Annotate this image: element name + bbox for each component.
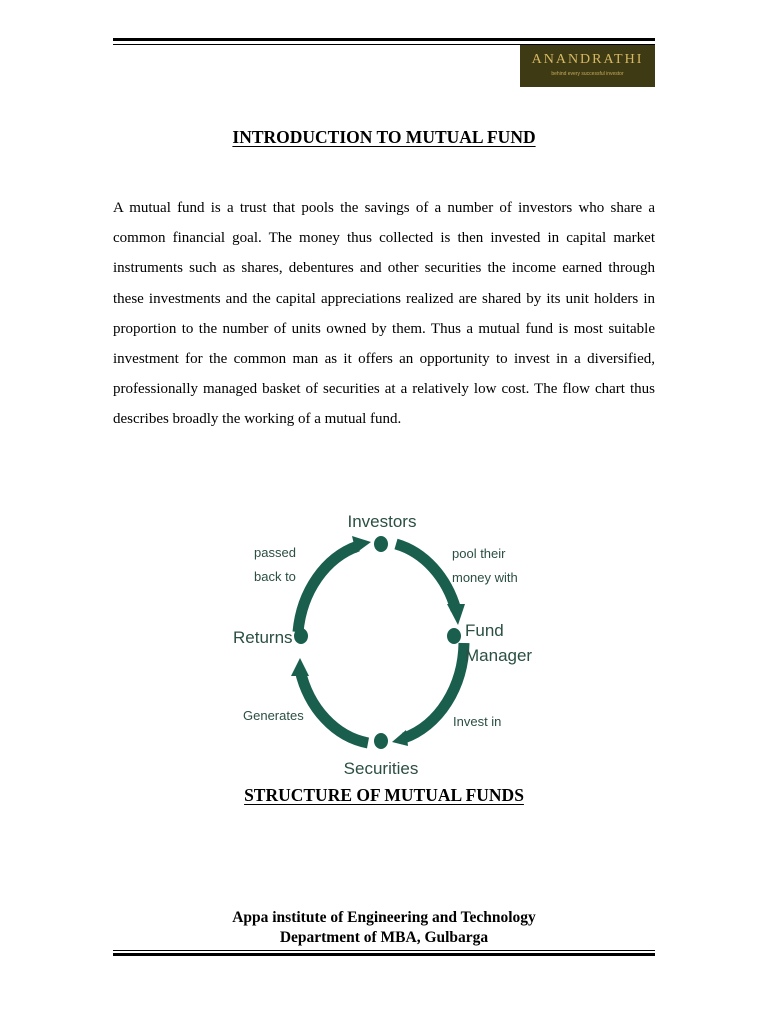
arc-returns-to-investors (298, 546, 358, 632)
arc-securities-to-returns (300, 670, 368, 743)
node-dot-securities (374, 733, 388, 749)
header-rule-thick (113, 38, 655, 41)
body-paragraph: A mutual fund is a trust that pools the savings of a number of investors who share a common financial goal. The money thus collected is then invested in capital market instruments such as shares, debentures and other securities the income earned through these investments and the capital appreciations realized are shared by its unit holders in proportion to the number of units owned by them. Thus a mutual fund is most suitable investment for the common man as it offers an opportunity to invest in a diversified, professionally managed basket of securities at a relatively low cost. The flow chart thus describes broadly the working of a mutual fund. (113, 200, 655, 428)
node-label-investors: Investors (347, 512, 417, 531)
edge-label-passed: passed (254, 545, 296, 560)
edge-label-pool-their: pool their (452, 546, 506, 561)
page-title: INTRODUCTION TO MUTUAL FUND (232, 127, 536, 147)
node-dot-returns (294, 628, 308, 644)
node-dot-fund-manager (447, 628, 461, 644)
arc-investors-to-fund-manager (396, 544, 456, 610)
anandrathi-logo (520, 45, 655, 87)
footer-institute: Appa institute of Engineering and Technology (232, 909, 536, 926)
figure-caption: STRUCTURE OF MUTUAL FUNDS (244, 785, 524, 805)
footer-department: Department of MBA, Gulbarga (279, 929, 489, 946)
edge-label-invest-in: Invest in (453, 714, 502, 729)
node-label-fund-manager-2: Manager (465, 646, 533, 665)
arrowhead-to-securities (392, 730, 408, 746)
node-dot-investors (374, 536, 388, 552)
logo-tagline: behind every successful investor (551, 71, 624, 77)
arrowhead-to-fund-manager (447, 604, 465, 625)
edge-label-generates: Generates (243, 708, 304, 723)
node-label-returns: Returns (233, 628, 293, 647)
edge-label-back-to: back to (254, 569, 296, 584)
footer-rule-thick (113, 953, 655, 956)
footer (0, 908, 768, 948)
edge-label-money-with: money with (452, 570, 518, 585)
node-label-fund-manager-1: Fund (465, 621, 504, 640)
footer-rule-thin (113, 950, 655, 951)
node-label-securities: Securities (343, 759, 419, 778)
arrowhead-to-returns (291, 658, 309, 676)
logo-name: ANANDRATHI (531, 52, 644, 67)
mutual-fund-flow-chart (220, 500, 550, 785)
